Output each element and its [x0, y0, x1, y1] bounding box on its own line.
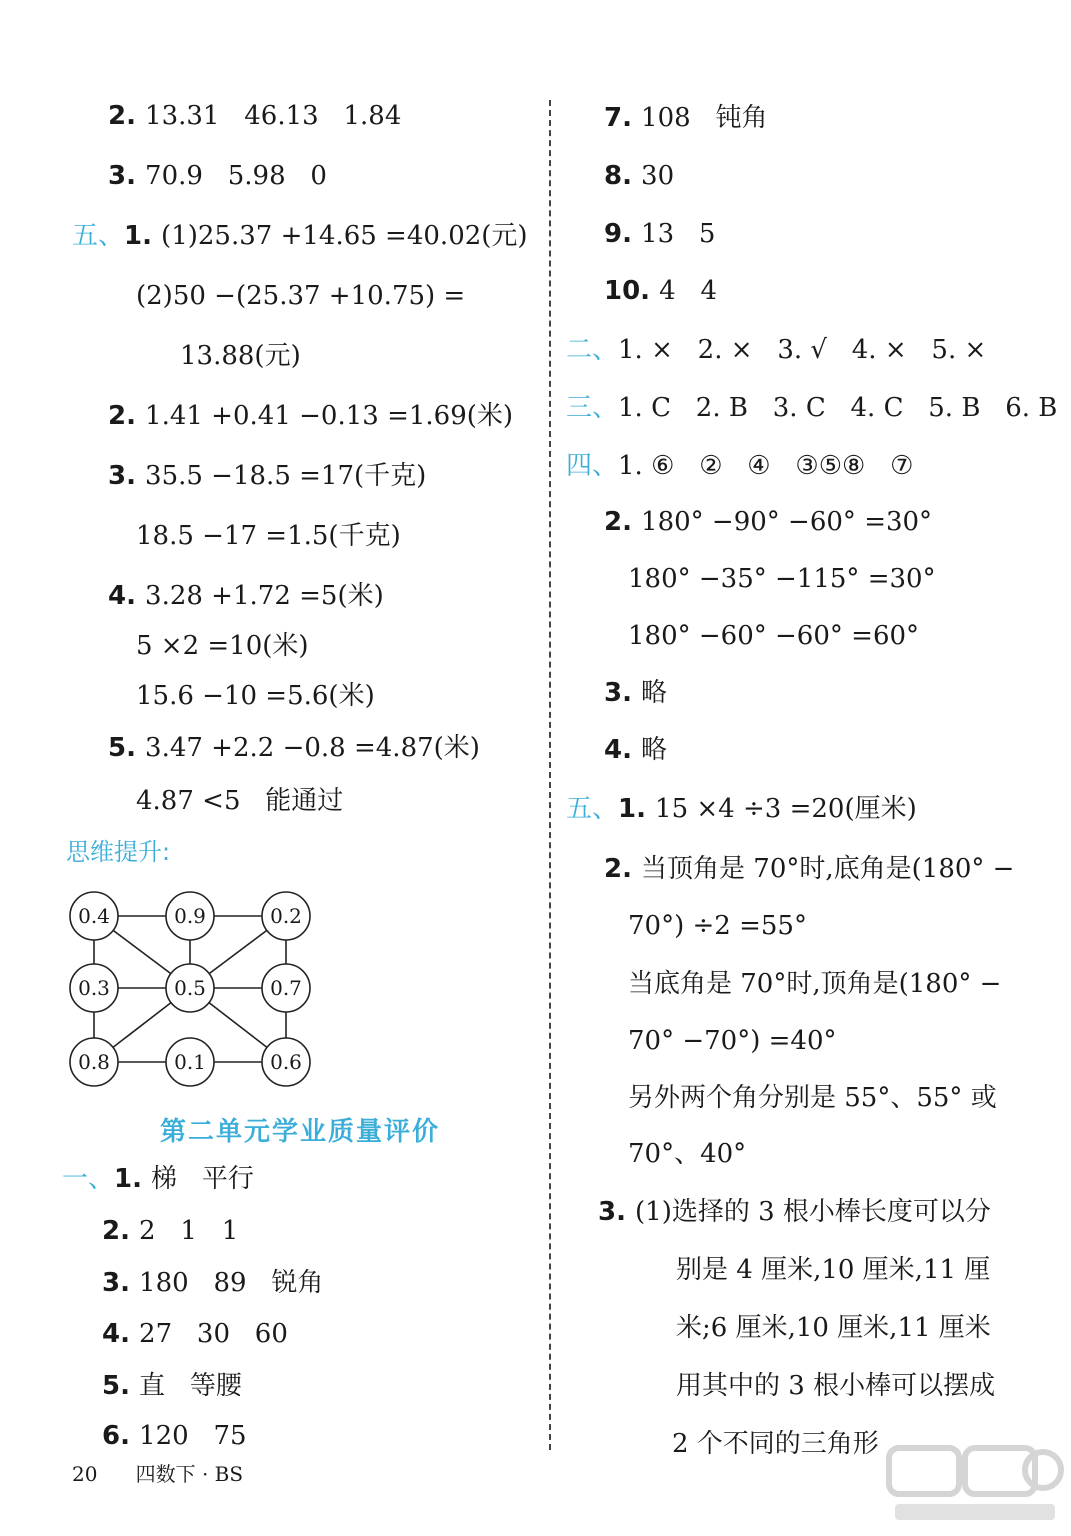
item-number: 5.	[108, 733, 146, 763]
thinking-title: 思维提升:	[66, 838, 171, 866]
right-line	[598, 1196, 991, 1228]
section-marker: 四、	[566, 451, 619, 481]
page-number: 20	[72, 1462, 98, 1486]
answer-text: 35.5 −18.5 =17(千克)	[145, 461, 427, 491]
page-footer	[72, 1460, 243, 1488]
answer-text: 直 等腰	[139, 1371, 242, 1401]
unit-part1-line	[102, 1318, 288, 1350]
item-number: 8.	[604, 161, 642, 191]
answer-text: 1. C 2. B 3. C 4. C 5. B 6. B	[618, 393, 1058, 423]
left-line	[72, 220, 528, 252]
answer-text: 15 ×4 ÷3 =20(厘米)	[655, 794, 917, 824]
right-line	[676, 1370, 995, 1402]
right-line	[628, 910, 807, 942]
answer-text: 13.88(元)	[180, 341, 301, 371]
book-label: 四数下 · BS	[135, 1462, 244, 1486]
right-line	[628, 1025, 837, 1057]
right-line	[566, 392, 1057, 424]
answer-text: 13 5	[641, 219, 716, 249]
diagram-node-label: 0.1	[174, 1050, 206, 1074]
diagram-node-label: 0.9	[174, 904, 206, 928]
answer-text: (2)50 −(25.37 +10.75) =	[136, 281, 466, 311]
section-marker: 三、	[566, 393, 619, 423]
diagram-node-label: 0.2	[270, 904, 302, 928]
answer-text: 5 ×2 =10(米)	[136, 631, 309, 661]
item-number: 9.	[604, 219, 642, 249]
right-line	[604, 677, 667, 709]
unit-title: 第二单元学业质量评价	[160, 1117, 441, 1147]
answer-text: 180 89 锐角	[139, 1268, 324, 1298]
section-marker: 二、	[566, 335, 619, 365]
answer-text: 4 4	[659, 276, 718, 306]
left-line	[136, 630, 309, 662]
answer-text: 15.6 −10 =5.6(米)	[136, 681, 375, 711]
answer-text: 别是 4 厘米,10 厘米,11 厘	[676, 1255, 991, 1285]
right-line	[628, 968, 1001, 1000]
answer-text: (1)选择的 3 根小棒长度可以分	[635, 1197, 991, 1227]
answer-text: 180° −35° −115° =30°	[628, 564, 936, 594]
diagram-node-label: 0.4	[78, 904, 110, 928]
right-line	[566, 793, 917, 825]
right-line	[676, 1312, 991, 1344]
right-line	[628, 563, 936, 595]
left-line	[136, 680, 375, 712]
left-line	[108, 400, 513, 432]
item-number: 4.	[604, 735, 642, 765]
answer-text: 180° −90° −60° =30°	[641, 507, 933, 537]
left-line	[136, 785, 343, 817]
answer-text: 3.47 +2.2 −0.8 =4.87(米)	[145, 733, 480, 763]
answer-text: 略	[641, 735, 668, 765]
right-line	[604, 506, 932, 538]
unit-part1-line	[102, 1420, 247, 1452]
item-number: 10.	[604, 276, 660, 306]
answer-text: 米;6 厘米,10 厘米,11 厘米	[676, 1313, 991, 1343]
column-divider	[549, 100, 551, 1450]
item-number: 4.	[102, 1319, 140, 1349]
right-line	[566, 450, 913, 482]
item-number: 3.	[604, 678, 642, 708]
number-grid-diagram	[60, 882, 330, 1092]
item-number: 3.	[102, 1268, 140, 1298]
answer-text: 70°) ÷2 =55°	[628, 911, 807, 941]
unit-part1-line	[102, 1215, 238, 1247]
answer-text: 3.28 +1.72 =5(米)	[145, 581, 384, 611]
answer-text: 略	[641, 678, 668, 708]
left-line	[108, 160, 327, 192]
answer-text: (1)25.37 +14.65 =40.02(元)	[161, 221, 528, 251]
left-line	[136, 520, 401, 552]
answer-text: 2 个不同的三角形	[672, 1429, 879, 1459]
unit-part1-line	[62, 1163, 254, 1195]
section-marker: 五、	[72, 221, 125, 251]
answer-text: 1. ⑥ ② ④ ③⑤⑧ ⑦	[618, 451, 914, 481]
item-number: 3.	[108, 461, 146, 491]
left-line	[136, 280, 465, 312]
answer-text: 2 1 1	[139, 1216, 239, 1246]
right-line	[604, 734, 667, 766]
answer-text: 70°、40°	[628, 1139, 747, 1169]
left-line	[180, 340, 301, 372]
answer-text: 70° −70°) =40°	[628, 1026, 837, 1056]
item-number: 1.	[124, 221, 162, 251]
answer-text: 1.41 +0.41 −0.13 =1.69(米)	[145, 401, 514, 431]
answer-text: 27 30 60	[139, 1319, 288, 1349]
unit-part1-line	[102, 1267, 323, 1299]
right-line	[604, 275, 717, 307]
right-line	[604, 160, 674, 192]
section-marker: 五、	[566, 794, 619, 824]
answer-text: 1. × 2. × 3. √ 4. × 5. ×	[618, 335, 987, 365]
item-number: 1.	[618, 794, 656, 824]
answer-text: 13.31 46.13 1.84	[145, 101, 402, 131]
diagram-node-label: 0.3	[78, 976, 110, 1000]
item-number: 7.	[604, 103, 642, 133]
item-number: 2.	[102, 1216, 140, 1246]
answer-text: 4.87 <5 能通过	[136, 786, 344, 816]
item-number: 1.	[114, 1164, 152, 1194]
answer-text: 18.5 −17 =1.5(千克)	[136, 521, 401, 551]
right-line	[628, 1082, 997, 1114]
answer-text: 用其中的 3 根小棒可以摆成	[676, 1371, 996, 1401]
diagram-node-label: 0.8	[78, 1050, 110, 1074]
right-line	[566, 334, 986, 366]
answer-text: 70.9 5.98 0	[145, 161, 327, 191]
answer-text: 30	[641, 161, 675, 191]
left-line	[108, 100, 401, 132]
right-line	[604, 853, 1014, 885]
right-line	[628, 1138, 746, 1170]
right-line	[676, 1254, 990, 1286]
right-line	[604, 218, 715, 250]
diagram-node-label: 0.7	[270, 976, 302, 1000]
watermark-logo	[885, 1440, 1065, 1530]
diagram-node-label: 0.5	[174, 976, 206, 1000]
answer-text: 另外两个角分别是 55°、55° 或	[628, 1083, 997, 1113]
item-number: 3.	[108, 161, 146, 191]
item-number: 6.	[102, 1421, 140, 1451]
item-number: 5.	[102, 1371, 140, 1401]
item-number: 2.	[604, 507, 642, 537]
answer-text: 当顶角是 70°时,底角是(180° −	[641, 854, 1015, 884]
item-number: 3.	[598, 1197, 636, 1227]
right-line	[628, 620, 919, 652]
answer-text: 梯 平行	[151, 1164, 254, 1194]
answer-text: 当底角是 70°时,顶角是(180° −	[628, 969, 1002, 999]
section-marker: 一、	[62, 1164, 115, 1194]
right-line	[672, 1428, 879, 1460]
item-number: 2.	[108, 401, 146, 431]
answer-text: 120 75	[139, 1421, 247, 1451]
item-number: 4.	[108, 581, 146, 611]
item-number: 2.	[604, 854, 642, 884]
unit-part1-line	[102, 1370, 242, 1402]
item-number: 2.	[108, 101, 146, 131]
diagram-node-label: 0.6	[270, 1050, 302, 1074]
answer-text: 108 钝角	[641, 103, 768, 133]
left-line	[108, 460, 426, 492]
left-line	[108, 732, 480, 764]
left-line	[108, 580, 384, 612]
answer-text: 180° −60° −60° =60°	[628, 621, 920, 651]
right-line	[604, 102, 767, 134]
